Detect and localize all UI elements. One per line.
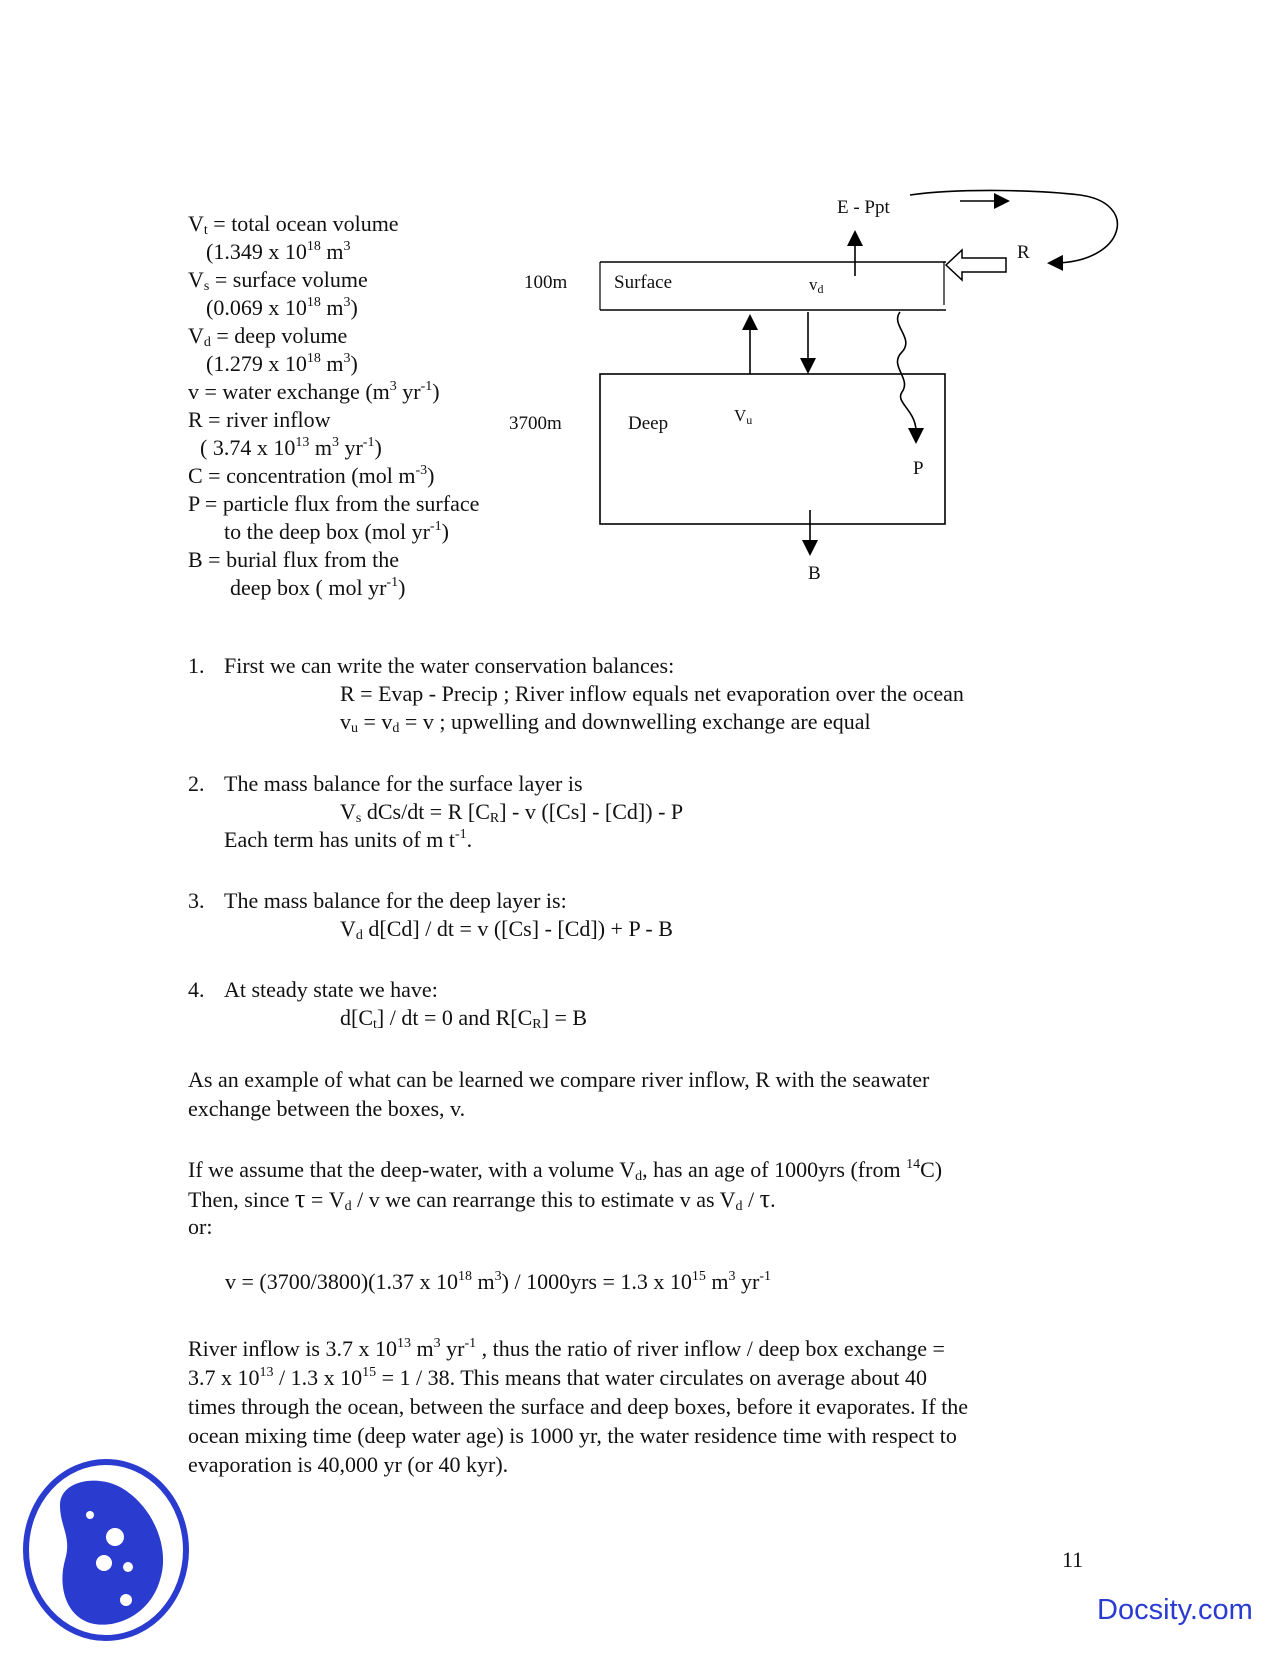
atmosphere-loop-arrow <box>910 190 1117 263</box>
def-p: P = particle flux from the surface <box>188 491 480 516</box>
deep-box <box>600 374 945 524</box>
item-2: 2. The mass balance for the surface layer is $V_s$ dCs/dt = R $[C_R]$ - v ([Cs] - [Cd]) - P Each term has units of m $t^{-1}$. <box>188 771 684 852</box>
docsity-logo <box>20 1455 192 1645</box>
label-100m: 100m <box>524 272 568 293</box>
label-p: P <box>913 458 924 479</box>
def-r: R = river inflow <box>188 407 331 432</box>
label-vd: $v_d$ <box>809 275 824 296</box>
def-b: B = burial flux from the <box>188 547 399 572</box>
label-deep: Deep <box>628 413 669 434</box>
label-3700m: 3700m <box>509 413 562 434</box>
def-b-cont: deep box ( mol $yr^{-1}$) <box>230 575 406 600</box>
def-vd-value: (1.279 x $10^{18}$ $m^3$) <box>206 351 358 376</box>
paragraph-deep-water-age: If we assume that the deep-water, with a volume $V_d$, has an age of 1000yrs (from $^{14}$C) Then, since $\tau = V_d / v$ we can rearrange this to estimate v as $V_d$ / τ. or: <box>188 1157 943 1239</box>
def-vt-value: (1.349 x $10^{18}$ $m^3$ <box>206 239 351 264</box>
def-vs: $V_s$ = surface volume <box>188 267 368 294</box>
label-surface: Surface <box>614 272 673 293</box>
box-model-diagram <box>0 0 1280 620</box>
def-r-value: ( 3.74 x $10^{13}$ $m^3$ $yr^{-1}$) <box>200 435 382 460</box>
item-4: 4. At steady state we have: $d[C_t]$ / dt = 0 and $R[C_R] = B$ <box>188 977 588 1032</box>
def-vd: $V_d$ = deep volume <box>188 323 348 350</box>
def-v: v = water exchange ($m^3$ $yr^{-1}$) <box>188 379 440 404</box>
label-b: B <box>808 563 821 584</box>
river-inflow-arrow <box>946 250 1006 280</box>
def-p-cont: to the deep box (mol $yr^{-1}$) <box>224 519 449 544</box>
exchange-formula: v = (3700/3800)(1.37 x $10^{18}$ $m^3) / 1000yrs = 1.3$ x $10^{15}$ $m^3$ $yr^{-1}$ <box>225 1269 771 1294</box>
label-r: R <box>1017 242 1030 263</box>
docsity-watermark[interactable]: Docsity.com <box>1097 1594 1253 1626</box>
page-number: 11 <box>1062 1547 1084 1572</box>
label-vu: $V_u$ <box>734 406 753 427</box>
item-3: 3. The mass balance for the deep layer is: $V_d$ d[Cd] / dt = v ([Cs] - [Cd]) + P - B <box>188 888 673 943</box>
paragraph-river-ratio: River inflow is 3.7 x $10^{13}$ $m^3$ $yr^{-1}$ , thus the ratio of river inflow / deep box exchange = 3.7 x $10^{13} / 1.3$ x $10^{15} = 1 / 38$. This means that water circulates on average about 40 times through the ocean, between the surface and deep boxes, before it evaporates. If the ocean mixing time (deep water age) is 1000 yr, the water residence time with respect to evaporation is 40,000 yr (or 40 kyr). <box>188 1336 969 1477</box>
def-vs-value: (0.069 x $10^{18}$ $m^3$) <box>206 295 358 320</box>
label-e-ppt: E - Ppt <box>837 197 890 218</box>
paragraph-example: As an example of what can be learned we compare river inflow, R with the seawater exchange between the boxes, v. <box>188 1067 930 1121</box>
item-1: 1. First we can write the water conservation balances: R = Evap - Precip ; River inflow equals net evaporation over the ocean $v_u = v_d = v$ ; upwelling and downwelling exchange are equal <box>188 653 964 736</box>
def-c: C = concentration (mol $m^{-3}$) <box>188 463 435 488</box>
def-vt: $V_t$ = total ocean volume <box>188 211 399 238</box>
